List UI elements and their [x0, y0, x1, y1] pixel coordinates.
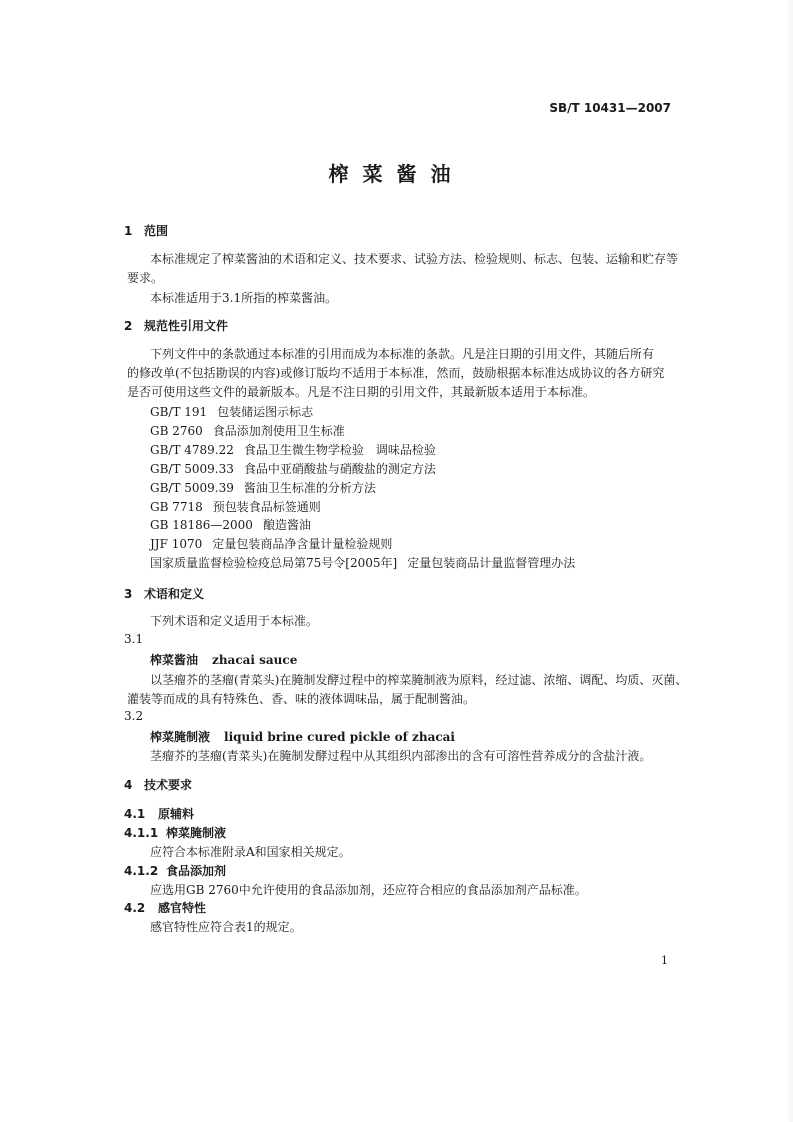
subsection-4-2-text: 感官特性应符合表1的规定。: [150, 920, 302, 934]
section-1-paragraph-1-line-2: 要求。: [127, 271, 164, 285]
term-3-2-name: [150, 728, 455, 745]
subsection-number: 4.1.2: [124, 864, 159, 878]
reference-title: 酱油卫生标准的分析方法: [243, 481, 376, 495]
reference-title: 酿造酱油: [262, 518, 311, 532]
reference-item: [150, 460, 436, 477]
section-title: 术语和定义: [144, 587, 205, 601]
section-title: 规范性引用文件: [144, 319, 229, 333]
term-3-2-number: 3.2: [124, 709, 144, 723]
term-chinese: 榨菜腌制液: [150, 730, 211, 744]
reference-item: [150, 535, 392, 552]
section-1-paragraph-2: 本标准适用于3.1所指的榨菜酱油。: [150, 291, 338, 305]
reference-code: GB 2760: [150, 424, 203, 438]
term-3-1-number: 3.1: [124, 632, 144, 646]
section-1-paragraph-1-line-1: 本标准规定了榨菜酱油的术语和定义、技术要求、试验方法、检验规则、标志、包装、运输和贮存等: [150, 252, 679, 266]
subsection-number: 4.2: [124, 901, 146, 915]
subsection-number: 4.1.1: [124, 826, 159, 840]
section-4-heading: [124, 776, 192, 793]
subsection-4-2-heading: [124, 899, 206, 916]
reference-item: [150, 516, 311, 533]
reference-item: [150, 554, 575, 571]
reference-code: JJF 1070: [150, 537, 203, 551]
reference-code: 国家质量监督检验检疫总局第75号令[2005年]: [150, 556, 398, 570]
section-1-heading: [124, 222, 168, 239]
page-number: 1: [661, 954, 668, 967]
term-3-1-name: [150, 651, 297, 668]
term-english: zhacai sauce: [212, 653, 298, 667]
reference-item: [150, 422, 345, 439]
reference-item: [150, 498, 321, 515]
reference-code: GB/T 5009.33: [150, 462, 234, 476]
subsection-title: 感官特性: [158, 901, 207, 915]
subsection-4-1-1-heading: [124, 824, 226, 841]
reference-item: [150, 403, 313, 420]
reference-item: [150, 479, 376, 496]
section-3-intro: 下列术语和定义适用于本标准。: [150, 614, 319, 628]
subsection-4-1-heading: [124, 805, 194, 822]
section-number: 1: [124, 224, 133, 238]
section-number: 3: [124, 587, 133, 601]
subsection-number: 4.1: [124, 807, 146, 821]
section-2-intro-line-1: 下列文件中的条款通过本标准的引用而成为本标准的条款。凡是注日期的引用文件，其随后所有: [150, 347, 655, 361]
section-2-intro-line-3: 是否可使用这些文件的最新版本。凡是不注日期的引用文件，其最新版本适用于本标准。: [127, 385, 596, 399]
term-english: liquid brine cured pickle of zhacai: [224, 730, 455, 744]
section-3-heading: [124, 585, 204, 602]
reference-code: GB 7718: [150, 500, 203, 514]
subsection-title: 原辅料: [158, 807, 195, 821]
term-3-1-definition-line-2: 灌装等而成的具有特殊色、香、味的液体调味品，属于配制酱油。: [127, 692, 476, 706]
section-title: 技术要求: [144, 778, 193, 792]
subsection-4-1-1-text: 应符合本标准附录A和国家相关规定。: [150, 845, 351, 859]
reference-code: GB/T 4789.22: [150, 443, 234, 457]
section-title: 范围: [144, 224, 169, 238]
term-chinese: 榨菜酱油: [150, 653, 199, 667]
reference-code: GB/T 191: [150, 405, 208, 419]
section-2-intro-line-2: 的修改单(不包括勘误的内容)或修订版均不适用于本标准，然而，鼓励根据本标准达成协议的各方研究: [127, 366, 665, 380]
subsection-title: 榨菜腌制液: [166, 826, 227, 840]
term-3-2-definition: 茎瘤芥的茎瘤(青菜头)在腌制发酵过程中从其组织内部渗出的含有可溶性营养成分的含盐汁液。: [150, 749, 652, 763]
subsection-4-1-2-heading: [124, 862, 226, 879]
standard-number: SB/T 10431—2007: [549, 101, 671, 115]
reference-code: GB 18186—2000: [150, 518, 253, 532]
document-title: 榨菜酱油: [328, 162, 465, 186]
reference-title: 预包装食品标签通则: [212, 500, 321, 514]
reference-code: GB/T 5009.39: [150, 481, 234, 495]
section-2-heading: [124, 317, 228, 334]
reference-item: [150, 441, 436, 458]
reference-title: 包装储运图示标志: [217, 405, 314, 419]
subsection-4-1-2-text: 应选用GB 2760中允许使用的食品添加剂，还应符合相应的食品添加剂产品标准。: [150, 883, 587, 897]
reference-title: 食品添加剂使用卫生标准: [212, 424, 345, 438]
reference-title: 食品中亚硝酸盐与硝酸盐的测定方法: [243, 462, 436, 476]
reference-title: 食品卫生微生物学检验 调味品检验: [243, 443, 436, 457]
reference-title: 定量包装商品净含量计量检验规则: [212, 537, 393, 551]
reference-title: 定量包装商品计量监督管理办法: [407, 556, 576, 570]
section-number: 2: [124, 319, 133, 333]
term-3-1-definition-line-1: 以茎瘤芥的茎瘤(青菜头)在腌制发酵过程中的榨菜腌制液为原料，经过滤、浓缩、调配、均质、灭菌、: [150, 673, 688, 687]
section-number: 4: [124, 778, 133, 792]
subsection-title: 食品添加剂: [166, 864, 227, 878]
